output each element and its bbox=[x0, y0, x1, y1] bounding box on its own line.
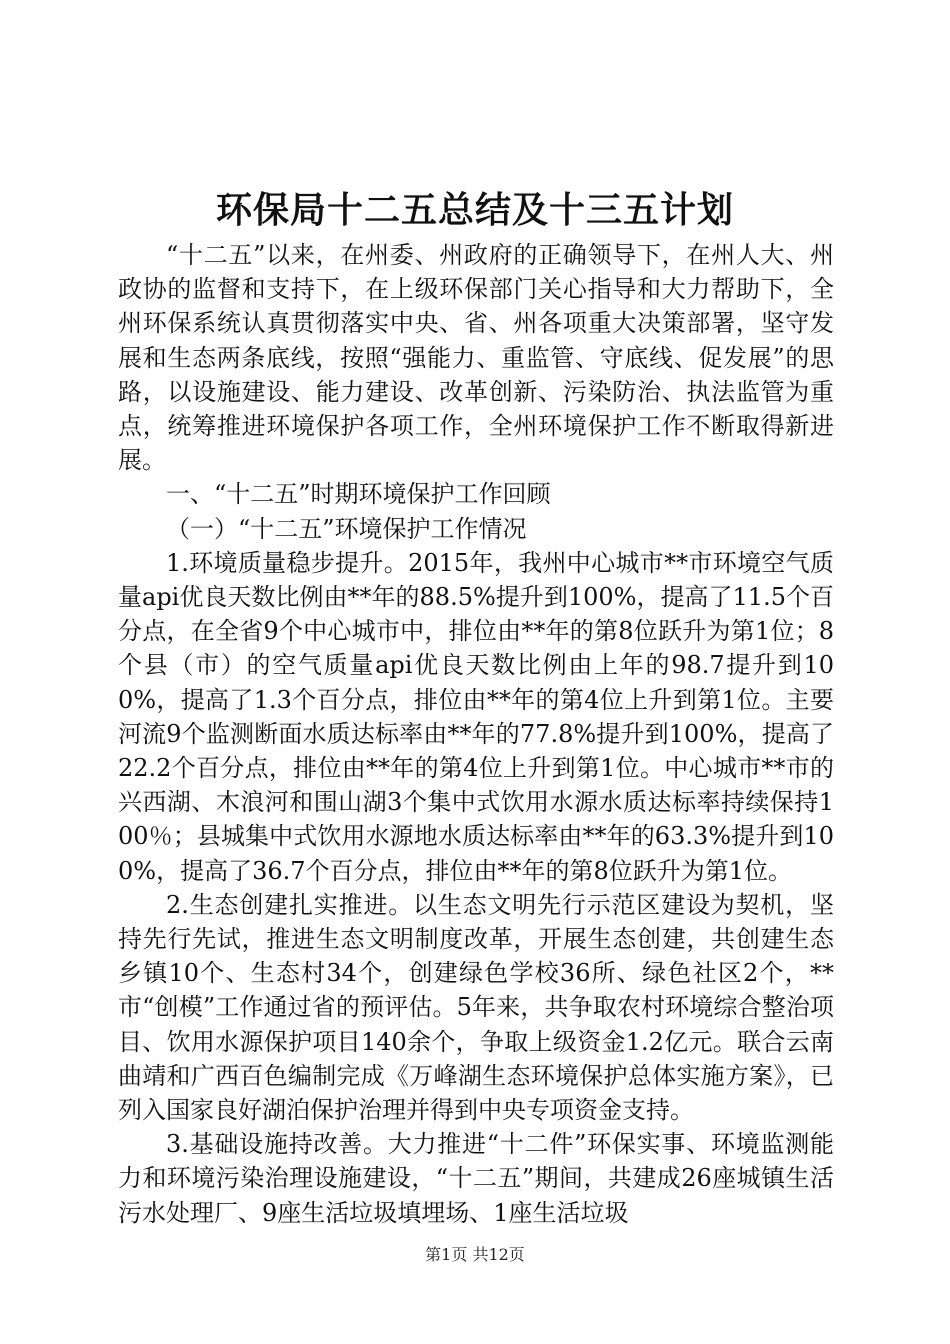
paragraph-infrastructure: 3.基础设施持改善。大力推进“十二件”环保实事、环境监测能力和环境污染治理设施建设，“十二五”期间，共建成26座城镇生活污水处理厂、9座生活垃圾填埋场、1座生活垃圾 bbox=[118, 1130, 834, 1227]
paragraph-ecological-construction: 2.生态创建扎实推进。以生态文明先行示范区建设为契机，坚持先行先试，推进生态文明制度改革，开展生态创建，共创建生态乡镇10个、生态村34个，创建绿色学校36所、绿色社区2个，**市“创模”工作通过省的预评估。5年来，共争取农村环境综合整治项目、饮用水源保护项目140余个，争取上级资金1.2亿元。联合云南曲靖和广西百色编制完成《万峰湖生态环境保护总体实施方案》，已列入国家良好湖泊保护治理并得到中央专项资金支持。 bbox=[118, 890, 834, 1125]
document-title: 环保局十二五总结及十三五计划 bbox=[215, 189, 734, 231]
section-heading-review: 一、“十二五”时期环境保护工作回顾 bbox=[166, 480, 551, 509]
subsection-heading-work-status: （一）“十二五”环境保护工作情况 bbox=[166, 514, 527, 543]
page-number-footer: 第1页 共12页 bbox=[425, 1245, 525, 1264]
paragraph-intro: “十二五”以来，在州委、州政府的正确领导下，在州人大、州政协的监督和支持下，在上级环保部门关心指导和大力帮助下，全州环保系统认真贯彻落实中央、省、州各项重大决策部署，坚守发展和生态两条底线，按照“强能力、重监管、守底线、促发展”的思路，以设施建设、能力建设、改革创新、污染防治、执法监管为重点，统筹推进环境保护各项工作，全州环境保护工作不断取得新进展。 bbox=[118, 241, 834, 475]
document-body bbox=[118, 238, 834, 1230]
paragraph-environment-quality: 1.环境质量稳步提升。2015年，我州中心城市**市环境空气质量api优良天数比例由**年的88.5%提升到100%，提高了11.5个百分点，在全省9个中心城市中，排位由**年的第8位跃升为第1位；8个县（市）的空气质量api优良天数比例由上年的98.7提升到100%，提高了1.3个百分点，排位由**年的第4位上升到第1位。主要河流9个监测断面水质达标率由**年的77.8%提升到100%，提高了22.2个百分点，排位由**年的第4位上升到第1位。中心城市**市的兴西湖、木浪河和围山湖3个集中式饮用水源水质达标率持续保持100％；县城集中式饮用水源地水质达标率由**年的63.3%提升到100%，提高了36.7个百分点，排位由**年的第8位跃升为第1位。 bbox=[118, 548, 834, 885]
